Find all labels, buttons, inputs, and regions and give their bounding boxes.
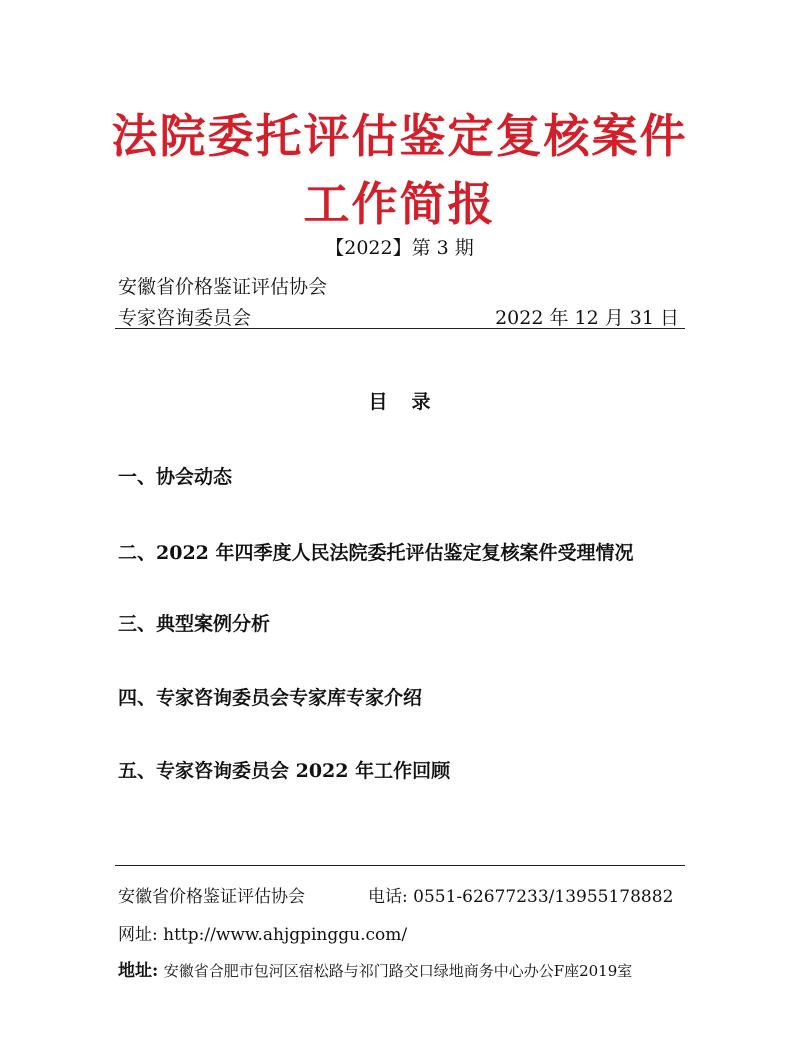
toc-item: 三、典型案例分析 [118,613,271,635]
toc-item: 五、专家咨询委员会 2022 年工作回顾 [118,760,451,782]
toc-item: 一、协会动态 [118,466,233,488]
bulletin-title-line2: 工作简报 [303,177,496,231]
publish-date: 2022 年 12 月 31 日 [495,307,679,329]
publisher-committee: 专家咨询委员会 [118,307,252,329]
website-label: 网址: [118,925,158,945]
phone-label: 电话: [368,887,408,907]
website-url[interactable]: http://www.ahjgpinggu.com/ [163,925,408,945]
toc-item: 四、专家咨询委员会专家库专家介绍 [118,687,423,709]
issue-number: 【2022】第 3 期 [325,237,474,259]
footer-divider [115,865,685,866]
bulletin-title-line1: 法院委托评估鉴定复核案件 [111,109,688,163]
toc-item: 二、2022 年四季度人民法院委托评估鉴定复核案件受理情况 [118,542,634,564]
address-label: 地址: [118,961,159,981]
publisher-org: 安徽省价格鉴证评估协会 [118,276,328,298]
footer-org: 安徽省价格鉴证评估协会 [118,887,305,907]
header-divider [115,328,685,329]
footer-phone [368,882,673,907]
toc-title: 目录 [368,391,455,413]
address-text: 安徽省合肥市包河区宿松路与祁门路交口绿地商务中心办公F座2019室 [163,962,633,980]
footer-website [118,920,407,945]
phone-number: 0551-62677233/13955178882 [413,887,674,907]
footer-address [118,956,632,981]
